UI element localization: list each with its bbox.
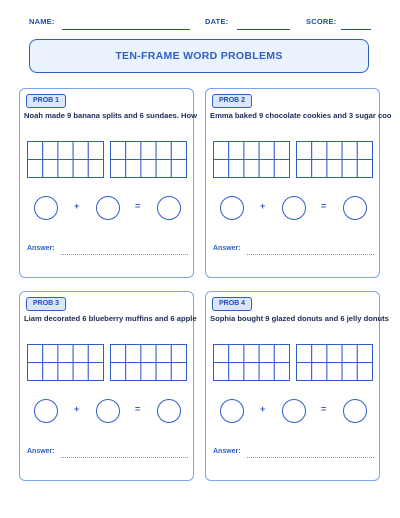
ten-frame-cell[interactable] (214, 160, 229, 178)
ten-frame-cell[interactable] (259, 142, 274, 160)
sum-circle[interactable] (157, 196, 181, 220)
ten-frame-cell[interactable] (156, 142, 171, 160)
score-label: SCORE: (306, 17, 337, 26)
ten-frame-cell[interactable] (141, 160, 156, 178)
problem-card-3 (19, 291, 197, 481)
ten-frame-cell[interactable] (274, 142, 289, 160)
ten-frame-cell[interactable] (88, 142, 103, 160)
ten-frame-cell[interactable] (28, 142, 43, 160)
ten-frame-cell[interactable] (259, 363, 274, 381)
ten-frame-cell[interactable] (259, 345, 274, 363)
addend-circle-1[interactable] (220, 196, 244, 220)
ten-frame-cell[interactable] (259, 160, 274, 178)
ten-frame-cell[interactable] (111, 363, 126, 381)
ten-frame-cell[interactable] (171, 363, 186, 381)
ten-frame-cell[interactable] (156, 363, 171, 381)
sum-circle[interactable] (343, 399, 367, 423)
addend-circle-2[interactable] (282, 196, 306, 220)
ten-frame-cell[interactable] (327, 142, 342, 160)
ten-frame-right (110, 344, 187, 381)
problem-card-4 (205, 291, 389, 481)
ten-frame-cell[interactable] (342, 160, 357, 178)
ten-frame-cell[interactable] (297, 160, 312, 178)
title-banner (29, 39, 369, 73)
answer-line[interactable] (247, 457, 374, 458)
problem-badge: PROB 2 (212, 94, 252, 108)
ten-frame-cell[interactable] (111, 160, 126, 178)
addend-circle-1[interactable] (34, 399, 58, 423)
ten-frame-cell[interactable] (342, 345, 357, 363)
ten-frame-cell[interactable] (342, 363, 357, 381)
ten-frame-cell[interactable] (141, 345, 156, 363)
answer-label: Answer: (27, 245, 55, 252)
ten-frame-cell[interactable] (274, 345, 289, 363)
problem-badge: PROB 4 (212, 297, 252, 311)
ten-frame-cell[interactable] (58, 142, 73, 160)
plus-sign: + (74, 404, 80, 414)
ten-frame-cell[interactable] (229, 363, 244, 381)
ten-frame-cell[interactable] (229, 345, 244, 363)
answer-line[interactable] (61, 254, 188, 255)
addend-circle-2[interactable] (282, 399, 306, 423)
ten-frame-cell[interactable] (244, 345, 259, 363)
ten-frame-right (296, 344, 373, 381)
sum-circle[interactable] (157, 399, 181, 423)
ten-frame-cell[interactable] (214, 345, 229, 363)
ten-frame-cell[interactable] (274, 363, 289, 381)
ten-frame-cell[interactable] (297, 363, 312, 381)
ten-frame-cell[interactable] (73, 160, 88, 178)
ten-frame-cell[interactable] (297, 345, 312, 363)
ten-frame-cell[interactable] (327, 363, 342, 381)
ten-frame-cell[interactable] (357, 160, 372, 178)
ten-frame-cell[interactable] (58, 345, 73, 363)
addend-circle-1[interactable] (34, 196, 58, 220)
ten-frame-left (213, 141, 290, 178)
ten-frame-cell[interactable] (88, 345, 103, 363)
ten-frame-cell[interactable] (244, 363, 259, 381)
plus-sign: + (260, 404, 266, 414)
ten-frame-cell[interactable] (274, 160, 289, 178)
ten-frame-cell[interactable] (88, 160, 103, 178)
date-label: DATE: (205, 17, 229, 26)
ten-frame-cell[interactable] (171, 345, 186, 363)
equals-sign: = (321, 201, 327, 211)
ten-frame-cell[interactable] (43, 160, 58, 178)
answer-label: Answer: (27, 448, 55, 455)
ten-frame-cell[interactable] (297, 142, 312, 160)
ten-frame-cell[interactable] (58, 160, 73, 178)
ten-frame-cell[interactable] (43, 363, 58, 381)
ten-frame-cell[interactable] (156, 160, 171, 178)
ten-frame-cell[interactable] (312, 142, 327, 160)
ten-frame-cell[interactable] (73, 142, 88, 160)
problem-text: Sophia bought 9 glazed donuts and 6 jelly donuts (210, 314, 389, 323)
name-label: NAME: (29, 17, 55, 26)
ten-frame-cell[interactable] (214, 142, 229, 160)
ten-frame-cell[interactable] (312, 345, 327, 363)
score-line[interactable] (341, 29, 371, 30)
ten-frame-cell[interactable] (141, 142, 156, 160)
ten-frame-cell[interactable] (244, 160, 259, 178)
ten-frame-cell[interactable] (244, 142, 259, 160)
problem-badge: PROB 1 (26, 94, 66, 108)
ten-frame-cell[interactable] (28, 345, 43, 363)
problem-card-1 (19, 88, 198, 278)
sum-circle[interactable] (343, 196, 367, 220)
ten-frame-cell[interactable] (327, 160, 342, 178)
problem-text: Noah made 9 banana splits and 6 sundaes. How (24, 111, 198, 120)
ten-frame-cell[interactable] (73, 345, 88, 363)
ten-frame-cell[interactable] (43, 345, 58, 363)
plus-sign: + (74, 201, 80, 211)
ten-frame-cell[interactable] (111, 345, 126, 363)
ten-frame-cell[interactable] (171, 142, 186, 160)
ten-frame-cell[interactable] (28, 160, 43, 178)
ten-frame-cell[interactable] (141, 363, 156, 381)
equals-sign: = (321, 404, 327, 414)
ten-frame-cell[interactable] (28, 363, 43, 381)
ten-frame-cell[interactable] (312, 363, 327, 381)
answer-line[interactable] (247, 254, 374, 255)
ten-frame-cell[interactable] (43, 142, 58, 160)
problem-text: Emma baked 9 chocolate cookies and 3 sugar coo (210, 111, 392, 120)
ten-frame-cell[interactable] (126, 363, 141, 381)
answer-line[interactable] (61, 457, 188, 458)
ten-frame-left (213, 344, 290, 381)
ten-frame-cell[interactable] (88, 363, 103, 381)
addend-circle-1[interactable] (220, 399, 244, 423)
ten-frame-right (110, 141, 187, 178)
answer-label: Answer: (213, 245, 241, 252)
plus-sign: + (260, 201, 266, 211)
ten-frame-cell[interactable] (357, 345, 372, 363)
problem-card-2 (205, 88, 392, 278)
ten-frame-left (27, 141, 104, 178)
ten-frame-cell[interactable] (111, 142, 126, 160)
page-title: TEN-FRAME WORD PROBLEMS (115, 50, 283, 62)
ten-frame-cell[interactable] (342, 142, 357, 160)
name-line[interactable] (62, 29, 190, 30)
ten-frame-cell[interactable] (156, 345, 171, 363)
ten-frame-cell[interactable] (214, 363, 229, 381)
ten-frame-cell[interactable] (171, 160, 186, 178)
equals-sign: = (135, 201, 141, 211)
answer-label: Answer: (213, 448, 241, 455)
equals-sign: = (135, 404, 141, 414)
ten-frame-cell[interactable] (126, 142, 141, 160)
ten-frame-cell[interactable] (327, 345, 342, 363)
ten-frame-cell[interactable] (73, 363, 88, 381)
ten-frame-cell[interactable] (126, 160, 141, 178)
date-line[interactable] (237, 29, 290, 30)
problem-badge: PROB 3 (26, 297, 66, 311)
problem-text: Liam decorated 6 blueberry muffins and 6 apple (24, 314, 197, 323)
ten-frame-cell[interactable] (126, 345, 141, 363)
addend-circle-2[interactable] (96, 196, 120, 220)
ten-frame-cell[interactable] (229, 142, 244, 160)
ten-frame-cell[interactable] (58, 363, 73, 381)
ten-frame-left (27, 344, 104, 381)
ten-frame-cell[interactable] (229, 160, 244, 178)
ten-frame-cell[interactable] (312, 160, 327, 178)
ten-frame-cell[interactable] (357, 363, 372, 381)
ten-frame-right (296, 141, 373, 178)
addend-circle-2[interactable] (96, 399, 120, 423)
ten-frame-cell[interactable] (357, 142, 372, 160)
